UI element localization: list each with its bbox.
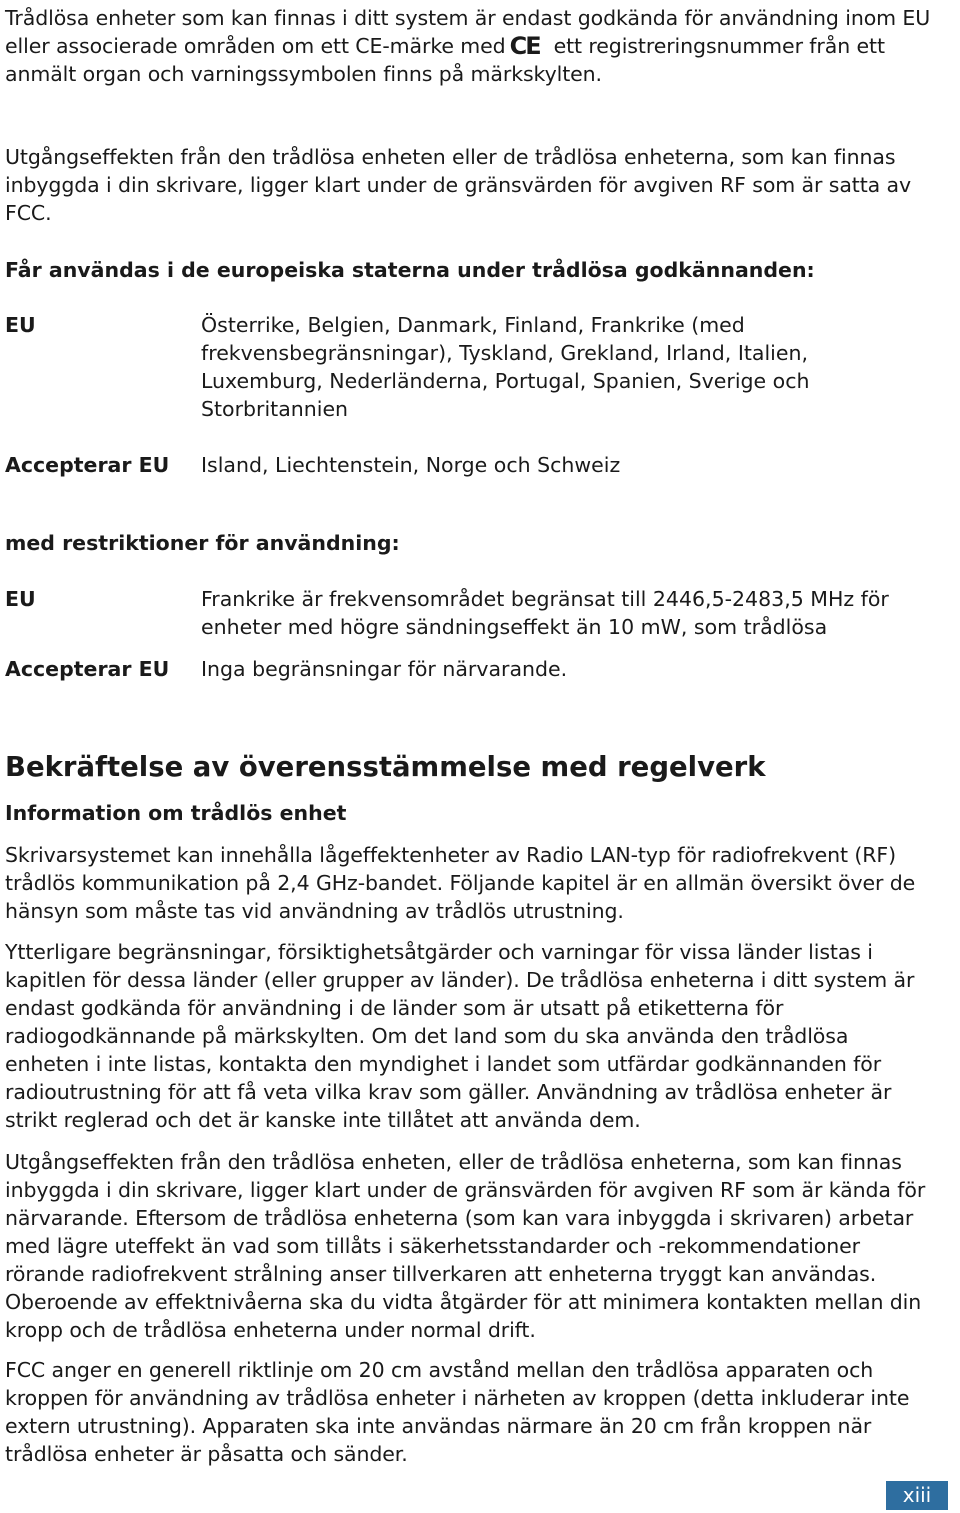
intro-text-before-mark: Trådlösa enheter som kan finnas i ditt system är endast godkända för användning inom EU eller associerade områden om ett CE-märke med: [5, 6, 931, 58]
row-label: Accepterar EU: [5, 453, 170, 477]
row-label: EU: [5, 313, 36, 337]
page-number-badge: xiii: [886, 1481, 948, 1510]
intro-text-after-mark: ett registreringsnummer från ett anmält organ och varningssymbolen finns på märkskylten.: [5, 34, 885, 86]
row-value: Österrike, Belgien, Danmark, Finland, Frankrike (med frekvensbegränsningar), Tyskland, Grekland, Irland, Italien, Luxemburg, Nederländerna, Portugal, Spanien, Sverige och Storbritannien: [201, 313, 810, 421]
approvals-row-eu: [5, 311, 935, 423]
restrictions-heading: med restriktioner för användning:: [5, 531, 400, 555]
section-title: Bekräftelse av överensstämmelse med regelverk: [5, 751, 766, 783]
row-value: Frankrike är frekvensområdet begränsat till 2446,5-2483,5 MHz för enheter med högre sändningseffekt än 10 mW, som trådlösa: [201, 587, 889, 639]
conformity-paragraph-4: FCC anger en generell riktlinje om 20 cm avstånd mellan den trådlösa apparaten och kroppen för användning av trådlösa enheter i närheten av kroppen (detta inkluderar inte extern utrustning). Apparaten ska inte användas närmare än 20 cm från kroppen när trådlösa enheter är påsatta och sänder.: [5, 1358, 910, 1466]
conformity-paragraph-2: Ytterligare begränsningar, försiktighetsåtgärder och varningar för vissa länder listas i kapitlen för dessa länder (eller grupper av länder). De trådlösa enheterna i ditt system är endast godkända för användning i de länder som är utsatt på etiketterna för radiogodkännande på märkskylten. Om det land som du ska använda den trådlösa enheten i inte listas, kontakta den myndighet i landet som utfärdar godkännanden för radioutrustning för att få veta vilka krav som gäller. Användning av trådlösa enheter är strikt reglerad och det är kanske inte tillåtet att använda dem.: [5, 940, 915, 1132]
restrictions-row-accepts-eu: [5, 655, 935, 683]
intro-paragraph-1: [5, 4, 935, 88]
approvals-heading: Får användas i de europeiska staterna under trådlösa godkännanden:: [5, 258, 815, 282]
ce-mark-icon: CE: [509, 32, 540, 60]
approvals-row-accepts-eu: [5, 451, 935, 479]
conformity-paragraph-3: Utgångseffekten från den trådlösa enheten, eller de trådlösa enheterna, som kan finnas inbyggda i din skrivare, ligger klart under de gränsvärden för avgiven RF som är kända för närvarande. Eftersom de trådlösa enheterna (som kan vara inbyggda i skrivaren) arbetar med lägre uteffekt än vad som tillåts i säkerhetsstandarder och -rekommendationer rörande radiofrekvent strålning anser tillverkaren att enheterna tryggt kan användas. Oberoende av effektnivåerna ska du vidta åtgärder för att minimera kontakten mellan din kropp och de trådlösa enheterna under normal drift.: [5, 1150, 926, 1342]
row-label: Accepterar EU: [5, 657, 170, 681]
intro-paragraph-2: Utgångseffekten från den trådlösa enheten eller de trådlösa enheterna, som kan finnas inbyggda i din skrivare, ligger klart under de gränsvärden för avgiven RF som är satta av FCC.: [5, 145, 912, 225]
row-label: EU: [5, 587, 36, 611]
row-value: Island, Liechtenstein, Norge och Schweiz: [201, 453, 621, 477]
row-value: Inga begränsningar för närvarande.: [201, 657, 568, 681]
restrictions-row-eu: [5, 585, 935, 641]
section-subtitle: Information om trådlös enhet: [5, 801, 347, 825]
conformity-paragraph-1: Skrivarsystemet kan innehålla lågeffektenheter av Radio LAN-typ för radiofrekvent (RF) trådlös kommunikation på 2,4 GHz-bandet. Följande kapitel är en allmän översikt över de hänsyn som måste tas vid användning av trådlös utrustning.: [5, 843, 916, 923]
